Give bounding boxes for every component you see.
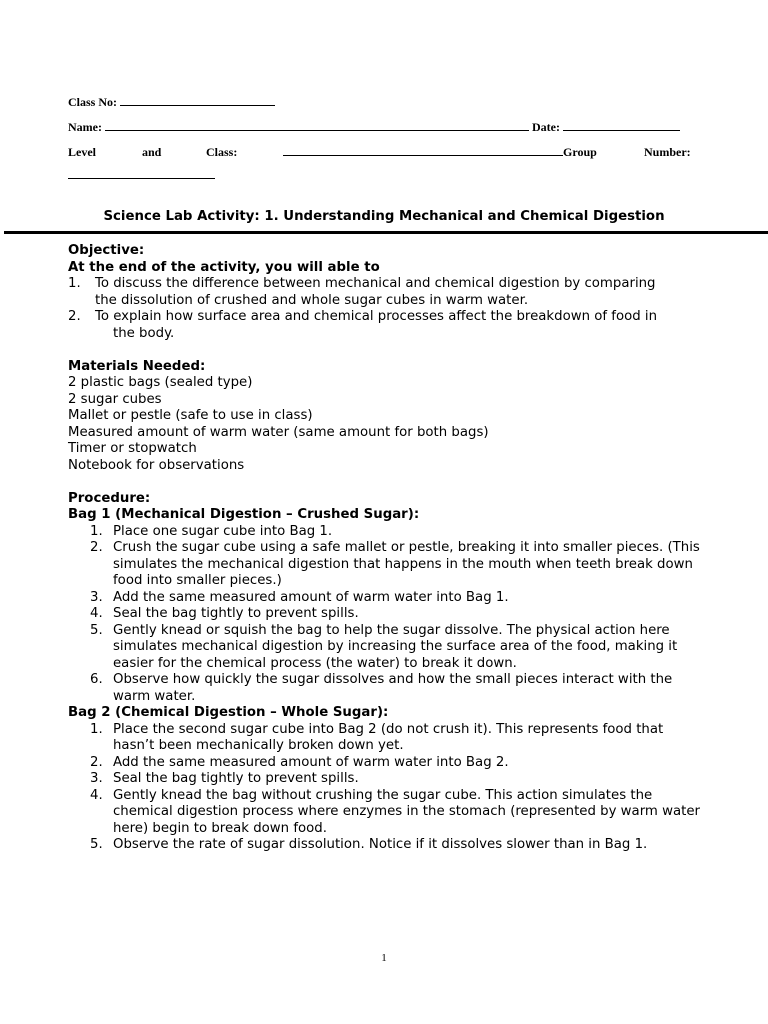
step-text: Gently knead or squish the bag to help the sugar dissolve. The physical action here simulates mechanical digestion by increasing the surface area of the food, making it easier for the chemical process (the water) to break it down.	[113, 622, 678, 671]
step-number: 2.	[90, 540, 103, 555]
step-text: Seal the bag tightly to prevent spills.	[113, 771, 359, 786]
item-number: 1.	[68, 276, 81, 291]
group-label: Group	[563, 145, 597, 159]
list-item	[68, 540, 708, 590]
document-body	[68, 243, 708, 854]
step-text: Place the second sugar cube into Bag 2 (do not crush it). This represents food that hasn’t been mechanically broken down yet.	[113, 721, 664, 753]
objective-intro: At the end of the activity, you will able to	[68, 259, 380, 275]
list-item	[68, 606, 708, 623]
step-text: Observe the rate of sugar dissolution. Notice if it dissolves slower than in Bag 1.	[113, 837, 648, 852]
material-item: Notebook for observations	[68, 457, 245, 473]
step-number: 4.	[90, 606, 103, 621]
level-label: Level	[68, 145, 96, 159]
list-item	[68, 623, 708, 673]
number-label: Number:	[644, 145, 691, 159]
list-item	[68, 309, 708, 342]
step-number: 1.	[90, 523, 103, 539]
list-item	[68, 837, 708, 854]
list-item	[68, 276, 708, 309]
class-no-blank[interactable]	[120, 104, 275, 106]
page-title: Science Lab Activity: 1. Understanding Mechanical and Chemical Digestion	[103, 209, 665, 224]
item-text-line1: To discuss the difference between mechanical and chemical digestion by comparing	[95, 276, 656, 291]
list-item	[68, 755, 708, 772]
item-number: 2.	[68, 309, 81, 324]
date-label: Date:	[531, 120, 560, 134]
step-text: Place one sugar cube into Bag 1.	[113, 523, 333, 539]
item-text-line1: To explain how surface area and chemical processes affect the breakdown of food in	[95, 309, 658, 324]
name-blank[interactable]	[105, 129, 529, 131]
step-text: Seal the bag tightly to prevent spills.	[113, 606, 359, 621]
objective-heading: Objective:	[68, 243, 145, 258]
step-number: 5.	[90, 837, 103, 852]
and-label: and	[142, 145, 162, 159]
list-item	[68, 590, 708, 607]
page-number: 1	[381, 952, 387, 964]
date-blank[interactable]	[563, 129, 680, 131]
material-item: Measured amount of warm water (same amount for both bags)	[68, 424, 489, 440]
material-item: 2 plastic bags (sealed type)	[68, 375, 253, 390]
step-number: 5.	[90, 622, 103, 638]
item-text-line2: the body.	[113, 325, 175, 341]
objective-list	[68, 276, 708, 342]
level-class-blank[interactable]	[283, 154, 563, 156]
step-number: 6.	[90, 672, 103, 687]
step-number: 1.	[90, 721, 103, 737]
name-label: Name:	[68, 120, 102, 134]
step-number: 3.	[90, 771, 103, 786]
material-item: Mallet or pestle (safe to use in class)	[68, 408, 313, 423]
step-text: Add the same measured amount of warm water into Bag 2.	[113, 754, 509, 770]
list-item	[68, 722, 708, 755]
title-divider	[4, 231, 768, 234]
step-text: Observe how quickly the sugar dissolves and how the small pieces interact with the warm water.	[113, 672, 673, 704]
step-number: 2.	[90, 754, 103, 770]
list-item	[68, 672, 708, 705]
group-number-blank-row	[68, 168, 215, 183]
bag1-steps	[68, 524, 708, 706]
list-item	[68, 788, 708, 838]
procedure-heading: Procedure:	[68, 490, 151, 506]
class-no-label: Class No:	[68, 95, 118, 109]
materials-heading: Materials Needed:	[68, 358, 206, 374]
step-text: Gently knead the bag without crushing the sugar cube. This action simulates the chemical digestion process where enzymes in the stomach (represented by warm water here) begin to break down food.	[113, 787, 700, 836]
material-item: Timer or stopwatch	[68, 441, 197, 456]
bag2-steps	[68, 722, 708, 854]
name-date-row	[68, 120, 680, 135]
step-number: 4.	[90, 787, 103, 803]
step-number: 3.	[90, 589, 103, 605]
level-class-blank-row	[283, 145, 597, 160]
item-text-line2: the dissolution of crushed and whole sugar cubes in warm water.	[95, 292, 529, 308]
class-label: Class:	[206, 145, 238, 159]
bag1-heading: Bag 1 (Mechanical Digestion – Crushed Sugar):	[68, 507, 420, 522]
list-item	[68, 771, 708, 788]
group-number-blank[interactable]	[68, 177, 215, 179]
step-text: Crush the sugar cube using a safe mallet or pestle, breaking it into smaller pieces. (This simulates the mechanical digestion that happens in the mouth when teeth break down food into smaller pieces.)	[113, 540, 700, 588]
class-no-field	[68, 95, 275, 110]
step-text: Add the same measured amount of warm water into Bag 1.	[113, 589, 509, 605]
bag2-heading: Bag 2 (Chemical Digestion – Whole Sugar):	[68, 705, 389, 720]
material-item: 2 sugar cubes	[68, 391, 162, 407]
list-item	[68, 524, 708, 541]
